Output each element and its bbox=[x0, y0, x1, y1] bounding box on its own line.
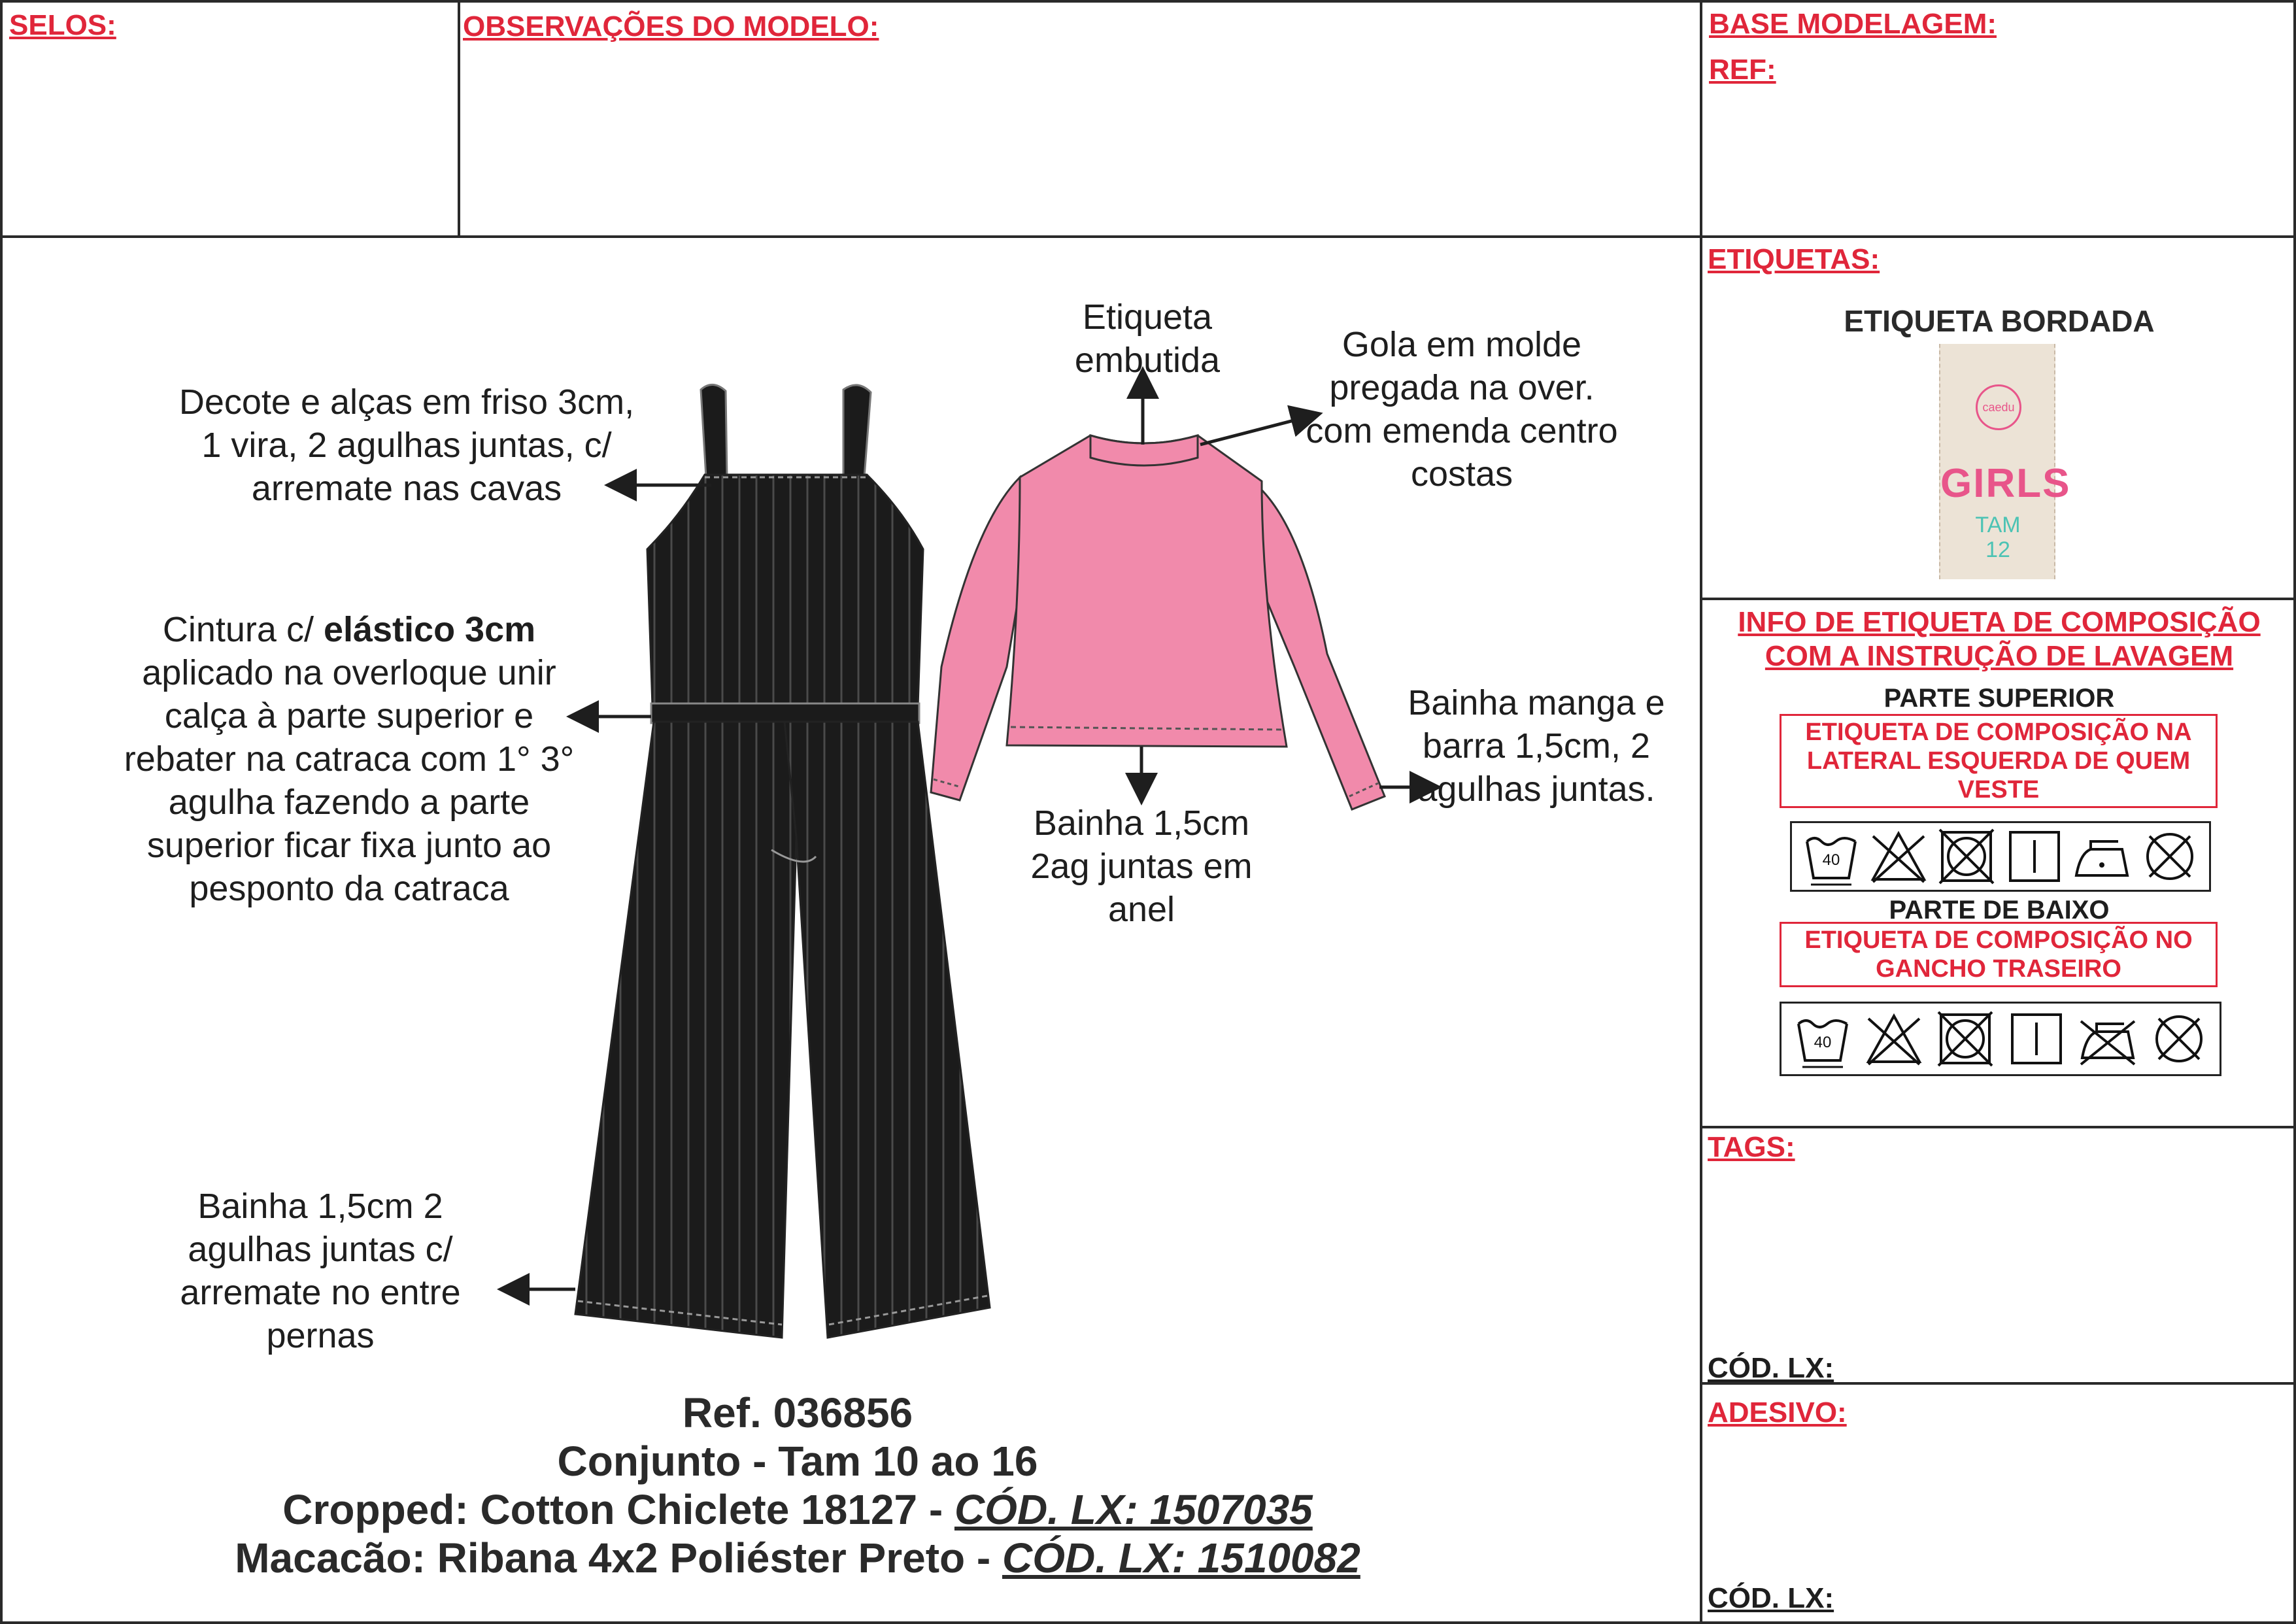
note-collar: Gola em molde pregada na over. com emenda centro costas bbox=[1306, 325, 1618, 494]
jumpsuit-left-leg bbox=[575, 722, 798, 1338]
etiquetas-label: ETIQUETAS: bbox=[1708, 243, 1880, 275]
bottom-part-label: PARTE DE BAIXO bbox=[1889, 896, 2110, 924]
reference-block bbox=[78, 1389, 1517, 1582]
jumpsuit-right-leg bbox=[785, 722, 990, 1338]
composition-title-line1: INFO DE ETIQUETA DE COMPOSIÇÃO bbox=[1738, 606, 2261, 638]
ref-line-2: Conjunto - Tam 10 ao 16 bbox=[557, 1438, 1038, 1485]
right-divider-3 bbox=[1700, 1126, 2296, 1128]
wash-40-icon bbox=[1793, 1009, 1852, 1068]
note-waist-bold: elástico 3cm bbox=[323, 610, 536, 649]
selos-label: SELOS: bbox=[9, 9, 116, 41]
no-dry-clean-icon bbox=[2140, 827, 2199, 886]
right-column-divider bbox=[1700, 0, 1702, 1624]
crop-right-sleeve bbox=[1255, 484, 1385, 809]
ref-line-3-text: Cropped: Cotton Chiclete 18127 - bbox=[282, 1486, 954, 1533]
note-waist bbox=[114, 608, 584, 910]
line-dry-icon bbox=[2005, 827, 2064, 886]
cod-lx-label-adesivo: CÓD. LX: bbox=[1708, 1582, 1834, 1614]
no-bleach-icon bbox=[1865, 1009, 1923, 1068]
adesivo-label: ADESIVO: bbox=[1708, 1396, 1847, 1429]
no-bleach-icon bbox=[1869, 827, 1928, 886]
no-tumble-dry-icon bbox=[1936, 1009, 1995, 1068]
jumpsuit-right-strap bbox=[843, 385, 871, 477]
cod-lx-label-tags: CÓD. LX: bbox=[1708, 1352, 1834, 1384]
jumpsuit-bodice bbox=[647, 475, 923, 706]
etiqueta-bordada-title: ETIQUETA BORDADA bbox=[1844, 304, 2155, 338]
label-brand-circle bbox=[1976, 384, 2021, 430]
note-waist-rest: aplicado na overloque unir calça à parte superior e rebater na catraca com 1° 3° agulha fazendo a parte superior ficar fixa junto ao pesponto da catraca bbox=[124, 653, 575, 908]
composition-title bbox=[1702, 605, 2296, 673]
composition-title-line2: COM A INSTRUÇÃO DE LAVAGEM bbox=[1764, 640, 2234, 672]
note-waist-prefix: Cintura c/ bbox=[162, 610, 324, 649]
care-symbols-top bbox=[1790, 821, 2211, 892]
bottom-part-instruction: ETIQUETA DE COMPOSIÇÃO NO GANCHO TRASEIRO bbox=[1780, 922, 2218, 987]
no-dry-clean-icon bbox=[2150, 1009, 2208, 1068]
note-top-hem: Bainha 1,5cm 2ag juntas em anel bbox=[1030, 804, 1253, 929]
wash-temp-text: 40 bbox=[1814, 1034, 1831, 1051]
crop-body bbox=[1007, 435, 1287, 747]
note-neckline-straps: Decote e alças em friso 3cm, 1 vira, 2 agulhas juntas, c/ arremate nas cavas bbox=[178, 382, 635, 508]
wash-40-icon bbox=[1802, 827, 1861, 886]
right-divider-1 bbox=[1700, 235, 2296, 238]
label-girls: GIRLS bbox=[1940, 461, 2071, 506]
ref-line-4-text: Macacão: Ribana 4x2 Poliéster Preto - bbox=[235, 1534, 1002, 1582]
note-pant-hem: Bainha 1,5cm 2 agulhas juntas c/ arremate no entre pernas bbox=[180, 1187, 461, 1355]
ref-line-3-code: CÓD. LX: 1507035 bbox=[954, 1486, 1313, 1533]
jumpsuit-drawing bbox=[575, 384, 990, 1338]
top-part-instruction: ETIQUETA DE COMPOSIÇÃO NA LATERAL ESQUERDA DE QUEM VESTE bbox=[1780, 714, 2218, 808]
label-brand: caedu bbox=[1982, 400, 2015, 414]
ref-line-4 bbox=[78, 1534, 1517, 1582]
note-sleeve-hem: Bainha manga e barra 1,5cm, 2 agulhas juntas. bbox=[1408, 683, 1665, 809]
iron-low-icon bbox=[2072, 827, 2131, 886]
top-part-label: PARTE SUPERIOR bbox=[1883, 684, 2115, 713]
wash-temp-text: 40 bbox=[1822, 851, 1840, 869]
note-embedded-label: Etiqueta embutida bbox=[1074, 297, 1221, 380]
crop-left-sleeve bbox=[931, 477, 1020, 800]
jumpsuit-left-strap bbox=[701, 384, 727, 477]
no-iron-icon bbox=[2078, 1009, 2137, 1068]
ref-line-4-code: CÓD. LX: 1510082 bbox=[1002, 1534, 1360, 1582]
label-tam: TAM bbox=[1975, 513, 2021, 537]
right-divider-2 bbox=[1700, 598, 2296, 600]
tags-label: TAGS: bbox=[1708, 1131, 1795, 1163]
observacoes-label: OBSERVAÇÕES DO MODELO: bbox=[463, 10, 879, 42]
ref-label: REF: bbox=[1709, 54, 1776, 86]
base-modelagem-label: BASE MODELAGEM: bbox=[1709, 8, 1997, 40]
jumpsuit-waistband bbox=[651, 703, 919, 723]
label-size: 12 bbox=[1985, 537, 2010, 562]
ref-line-3 bbox=[78, 1485, 1517, 1534]
embroidered-label bbox=[1939, 344, 2071, 579]
ref-line-1: Ref. 036856 bbox=[682, 1389, 913, 1436]
care-symbols-bottom bbox=[1780, 1002, 2221, 1076]
line-dry-icon bbox=[2007, 1009, 2066, 1068]
no-tumble-dry-icon bbox=[1937, 827, 1996, 886]
